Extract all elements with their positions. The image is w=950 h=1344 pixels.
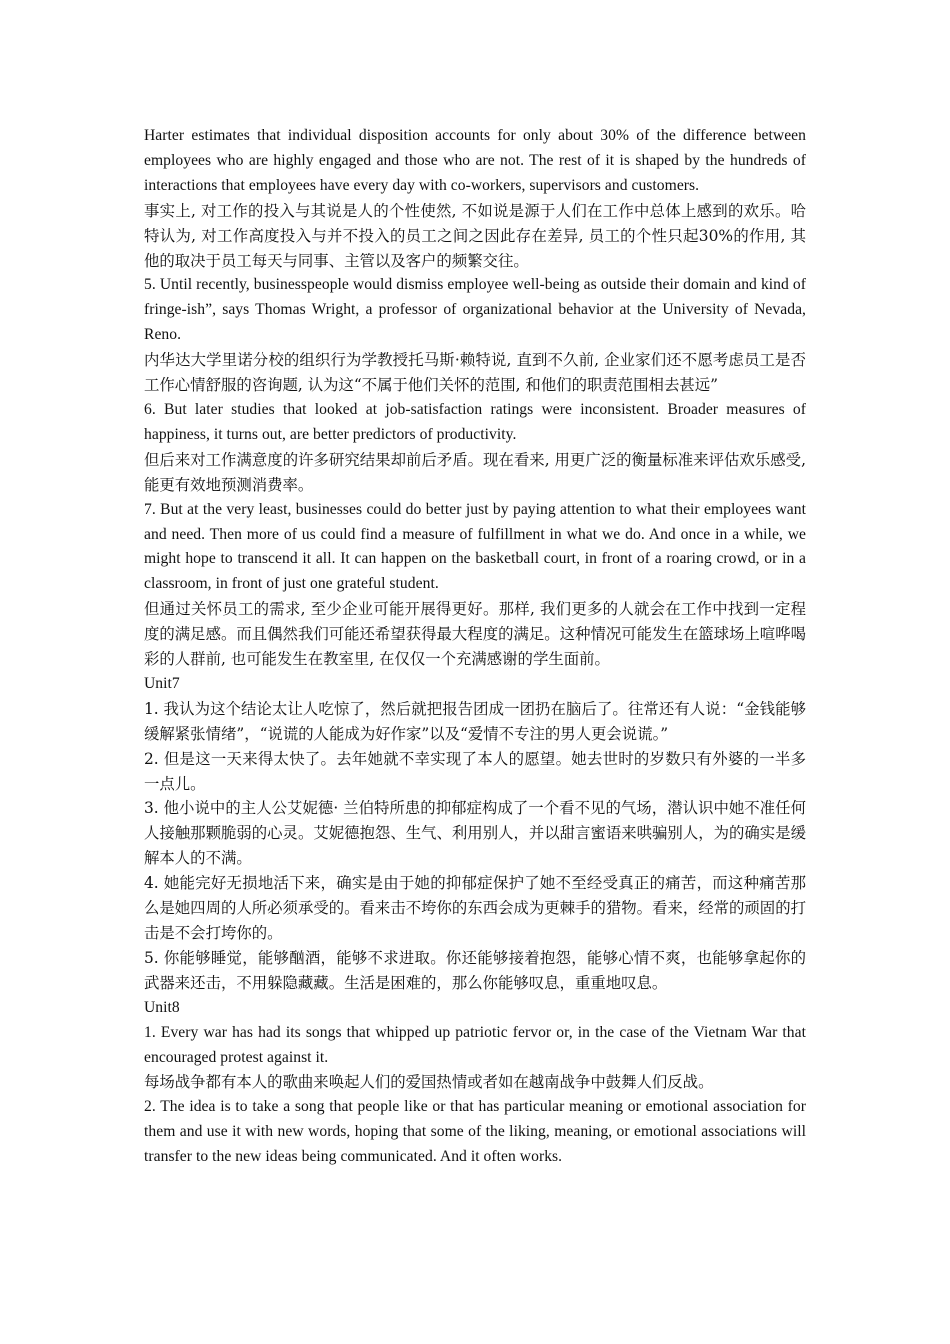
paragraph: Harter estimates that individual disposition accounts for only about 30% of the difference between employees who are highly engaged and those who are not. The rest of it is shaped by the hundreds of interactions that employees have every day with co-workers, supervisors and customers. (144, 127, 806, 194)
paragraph: 6. But later studies that looked at job-satisfaction ratings were inconsistent. Broader measures of happiness, it turns out, are better predictors of productivity. (144, 400, 806, 443)
section-heading: Unit8 (144, 998, 180, 1016)
paragraph: 5. 你能够睡觉，能够酗酒，能够不求进取。你还能够接着抱怨，能够心情不爽，也能够拿起你的武器来还击，不用躲隐藏藏。生活是困难的，那么你能够叹息，重重地叹息。 (144, 948, 806, 992)
paragraph: 每场战争都有本人的歌曲来唤起人们的爱国热情或者如在越南战争中鼓舞人们反战。 (144, 1073, 714, 1092)
paragraph: 4. 她能完好无损地活下来，确实是由于她的抑郁症保护了她不至经受真正的痛苦，而这种痛苦那么是她四周的人所必须承受的。看来击不垮你的东西会成为更棘手的猎物。看来，经常的顽固的打击是不会打垮你的。 (144, 874, 806, 942)
paragraph: 3. 他小说中的主人公艾妮德· 兰伯特所患的抑郁症构成了一个看不见的气场，潜认识中她不准任何人接触那颗脆弱的心灵。艾妮德抱怨、生气、利用别人，并以甜言蜜语来哄骗别人，为的确实是缓解本人的不满。 (144, 799, 806, 868)
paragraph: 5. Until recently, businesspeople would dismiss employee well-being as outside their domain and kind of fringe-ish”, says Thomas Wright, a professor of organizational behavior at the University of Nevada, Reno. (144, 276, 806, 344)
paragraph: 但通过关怀员工的需求, 至少企业可能开展得更好。那样, 我们更多的人就会在工作中找到一定程度的满足感。而且偶然我们可能还希望获得最大程度的满足。这种情况可能发生在篮球场上喧哗喝彩的人群前, 也可能发生在教室里, 在仅仅一个充满感谢的学生面前。 (144, 600, 806, 669)
paragraph: 事实上, 对工作的投入与其说是人的个性使然, 不如说是源于人们在工作中总体上感到的欢乐。哈特认为, 对工作高度投入与并不投入的员工之间之因此存在差异, 员工的个性只起30%的作用, 其他的取决于员工每天与同事、主管以及客户的频繁交往。 (144, 201, 806, 270)
section-heading: Unit7 (144, 674, 180, 692)
paragraph: 2. 但是这一天来得太快了。去年她就不幸实现了本人的愿望。她去世时的岁数只有外婆的一半多一点儿。 (144, 749, 806, 793)
paragraph: 内华达大学里诺分校的组织行为学教授托马斯·赖特说, 直到不久前, 企业家们还不愿考虑员工是否工作心情舒服的咨询题, 认为这“不属于他们关怀的范围, 和他们的职责范围相去甚远” (144, 351, 806, 395)
paragraph: 但后来对工作满意度的许多研究结果却前后矛盾。现在看来, 用更广泛的衡量标准来评估欢乐感受, 能更有效地预测消费率。 (144, 450, 806, 494)
paragraph: 7. But at the very least, businesses could do better just by paying attention to what their employees want and need. Then more of us could find a measure of fulfillment in what we do. And once in a while, we might hope to transcend it all. It can happen on the basketball court, in front of a roaring crowd, or in a classroom, in front of just one grateful student. (144, 500, 806, 593)
paragraph: 2. The idea is to take a song that people like or that has particular meaning or emotional association for them and use it with new words, hoping that some of the liking, meaning, or emotional associations will transfer to the new ideas being communicated. And it often works. (144, 1098, 806, 1166)
paragraph: 1. 我认为这个结论太让人吃惊了，然后就把报告团成一团扔在脑后了。往常还有人说：“金钱能够缓解紧张情绪”，“说谎的人能成为好作家”以及“爱情不专注的男人更会说谎。” (144, 699, 806, 743)
paragraph: 1. Every war has had its songs that whipped up patriotic fervor or, in the case of the Vietnam War that encouraged protest against it. (144, 1023, 806, 1066)
